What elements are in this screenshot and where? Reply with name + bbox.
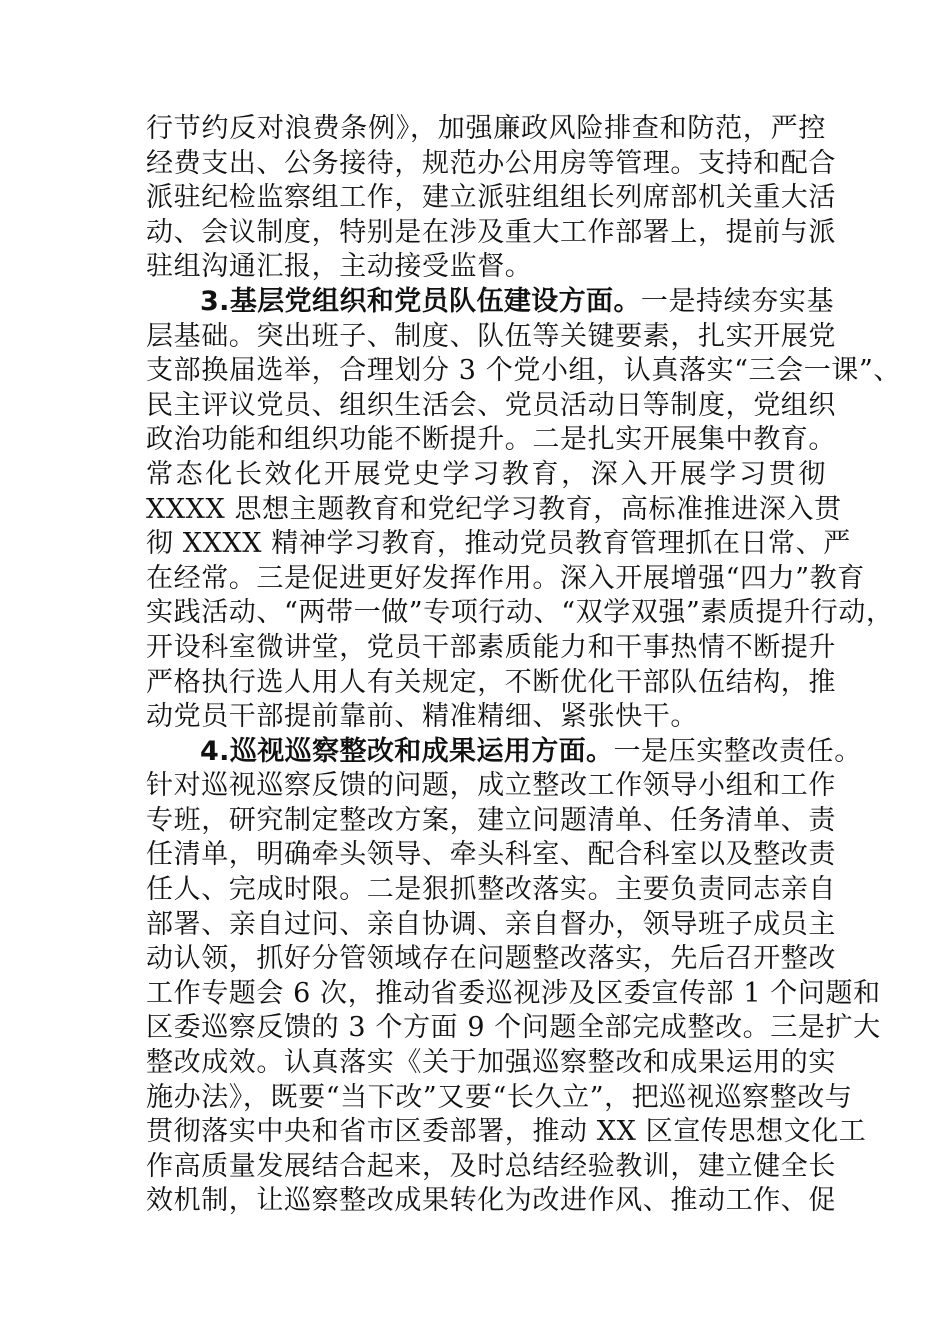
paragraph-first-line [146,285,835,320]
paragraph-inspection-rectification [146,735,881,1219]
text-line: 区委巡察反馈的 3 个方面 9 个问题全部完成整改。三是扩大 [146,1012,881,1044]
text-line: 贯彻落实中央和省市区委部署，推动 XX 区宣传思想文化工 [146,1116,867,1148]
section-heading-4: 4.巡视巡察整改和成果运用方面。 [200,735,614,767]
document-body [146,112,901,1219]
text-line: 实践活动、“两带一做”专项行动、“双学双强”素质提升行动， [146,597,894,629]
paragraph-discipline [146,112,836,285]
text-line: 施办法》，既要“当下改”又要“长久立”，把巡视巡察整改与 [146,1081,853,1113]
text-line: 在经常。三是促进更好发挥作用。深入开展增强“四力”教育 [146,562,865,594]
text-line: 部署、亲自过问、亲自协调、亲自督办，领导班子成员主 [146,908,836,940]
text-line: 经费支出、公务接待，规范办公用房等管理。支持和配合 [146,147,836,179]
paragraph-first-line [146,735,862,770]
text-line: 民主评议党员、组织生活会、党员活动日等制度，党组织 [146,389,836,421]
text-line: 开设科室微讲堂，党员干部素质能力和干事热情不断提升 [146,631,836,663]
text-line: 严格执行选人用人有关规定，不断优化干部队伍结构，推 [146,666,836,698]
text-line: 任清单，明确牵头领导、牵头科室、配合科室以及整改责 [146,839,836,871]
text-line: 支部换届选举，合理划分 3 个党小组，认真落实“三会一课”、 [146,355,901,387]
text-line: 专班，研究制定整改方案，建立问题清单、任务清单、责 [146,804,836,836]
paragraph-party-building [146,285,901,735]
text-line: 彻 XXXX 精神学习教育，推动党员教育管理抓在日常、严 [146,528,851,560]
text-line: 作高质量发展结合起来，及时总结经验教训，建立健全长 [146,1150,836,1182]
text-line: 派驻纪检监察组工作，建立派驻组组长列席部机关重大活 [146,182,836,214]
text-line: 动认领，抓好分管领域存在问题整改落实，先后召开整改 [146,943,836,975]
text-line: XXXX 思想主题教育和党纪学习教育，高标准推进深入贯 [146,493,842,525]
text-line: 政治功能和组织功能不断提升。二是扎实开展集中教育。 [146,424,836,456]
text-line: 工作专题会 6 次，推动省委巡视涉及区委宣传部 1 个问题和 [146,977,881,1009]
text-run: 一是压实整改责任。 [613,735,862,767]
text-run: 一是持续夯实基 [640,285,835,317]
text-line: 层基础。突出班子、制度、队伍等关键要素，扎实开展党 [146,320,836,352]
text-line: 常态化长效化开展党史学习教育，深入开展学习贯彻 [146,458,826,490]
text-line: 针对巡视巡察反馈的问题，成立整改工作领导小组和工作 [146,770,836,802]
section-heading-3: 3.基层党组织和党员队伍建设方面。 [200,285,641,317]
text-line: 驻组沟通汇报，主动接受监督。 [146,251,533,283]
text-line: 动党员干部提前靠前、精准精细、紧张快干。 [146,701,698,733]
text-line: 行节约反对浪费条例》，加强廉政风险排查和防范，严控 [146,113,826,144]
text-line: 整改成效。认真落实《关于加强巡察整改和成果运用的实 [146,1047,836,1079]
text-line: 任人、完成时限。二是狠抓整改落实。主要负责同志亲自 [146,874,836,906]
text-line: 效机制，让巡察整改成果转化为改进作风、推动工作、促 [146,1185,836,1217]
text-line: 动、会议制度，特别是在涉及重大工作部署上，提前与派 [146,216,836,248]
